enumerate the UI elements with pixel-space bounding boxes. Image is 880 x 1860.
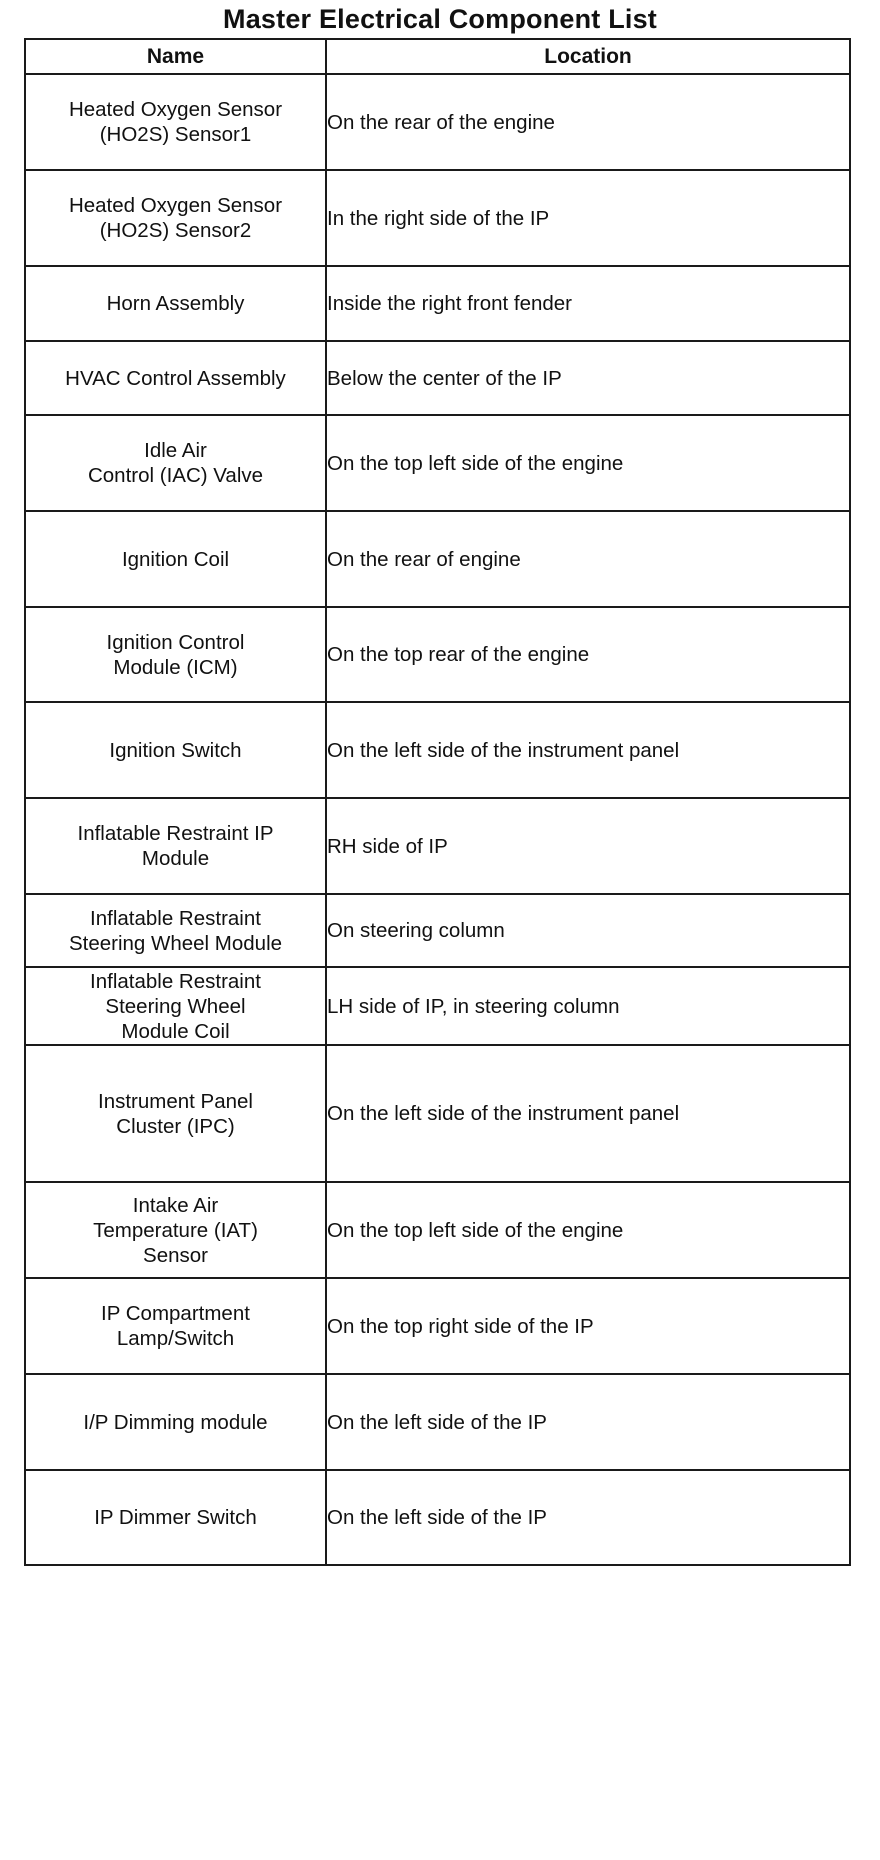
component-location: LH side of IP, in steering column xyxy=(326,967,850,1045)
component-location: On the left side of the instrument panel xyxy=(326,1045,850,1182)
table-row xyxy=(25,1278,850,1374)
component-location: In the right side of the IP xyxy=(326,170,850,266)
component-name: Horn Assembly xyxy=(25,266,326,341)
component-name: Inflatable Restraint Steering Wheel Module xyxy=(25,894,326,967)
table-row xyxy=(25,266,850,341)
component-location: On the top left side of the engine xyxy=(326,1182,850,1278)
page-title: Master Electrical Component List xyxy=(223,4,657,34)
component-name: Inflatable Restraint Steering Wheel Module Coil xyxy=(25,967,326,1045)
component-name: Ignition Control Module (ICM) xyxy=(25,607,326,702)
component-name: I/P Dimming module xyxy=(25,1374,326,1470)
table-row xyxy=(25,1374,850,1470)
table-row xyxy=(25,1045,850,1182)
table-row xyxy=(25,415,850,511)
column-header-name: Name xyxy=(25,39,326,74)
component-table xyxy=(24,38,851,1566)
component-location: On the top left side of the engine xyxy=(326,415,850,511)
table-row xyxy=(25,702,850,798)
component-location: RH side of IP xyxy=(326,798,850,894)
table-row xyxy=(25,894,850,967)
table-row xyxy=(25,1182,850,1278)
component-location: On the top right side of the IP xyxy=(326,1278,850,1374)
table-row xyxy=(25,511,850,607)
table-row xyxy=(25,170,850,266)
table-row xyxy=(25,798,850,894)
component-name: Idle Air Control (IAC) Valve xyxy=(25,415,326,511)
table-header-row xyxy=(25,39,850,74)
table-row xyxy=(25,341,850,415)
component-location: On the left side of the IP xyxy=(326,1470,850,1565)
table-row xyxy=(25,607,850,702)
component-name: HVAC Control Assembly xyxy=(25,341,326,415)
component-location: Below the center of the IP xyxy=(326,341,850,415)
component-location: On the top rear of the engine xyxy=(326,607,850,702)
component-location: Inside the right front fender xyxy=(326,266,850,341)
component-name: Heated Oxygen Sensor (HO2S) Sensor1 xyxy=(25,74,326,170)
component-name: Heated Oxygen Sensor (HO2S) Sensor2 xyxy=(25,170,326,266)
component-location: On steering column xyxy=(326,894,850,967)
table-row xyxy=(25,967,850,1045)
component-name: Intake Air Temperature (IAT) Sensor xyxy=(25,1182,326,1278)
table-row xyxy=(25,74,850,170)
component-name: Instrument Panel Cluster (IPC) xyxy=(25,1045,326,1182)
component-name: Inflatable Restraint IP Module xyxy=(25,798,326,894)
component-name: Ignition Switch xyxy=(25,702,326,798)
component-name: IP Dimmer Switch xyxy=(25,1470,326,1565)
component-location: On the rear of engine xyxy=(326,511,850,607)
column-header-location: Location xyxy=(326,39,850,74)
component-location: On the left side of the instrument panel xyxy=(326,702,850,798)
component-name: Ignition Coil xyxy=(25,511,326,607)
component-location: On the rear of the engine xyxy=(326,74,850,170)
table-row xyxy=(25,1470,850,1565)
component-location: On the left side of the IP xyxy=(326,1374,850,1470)
component-name: IP Compartment Lamp/Switch xyxy=(25,1278,326,1374)
